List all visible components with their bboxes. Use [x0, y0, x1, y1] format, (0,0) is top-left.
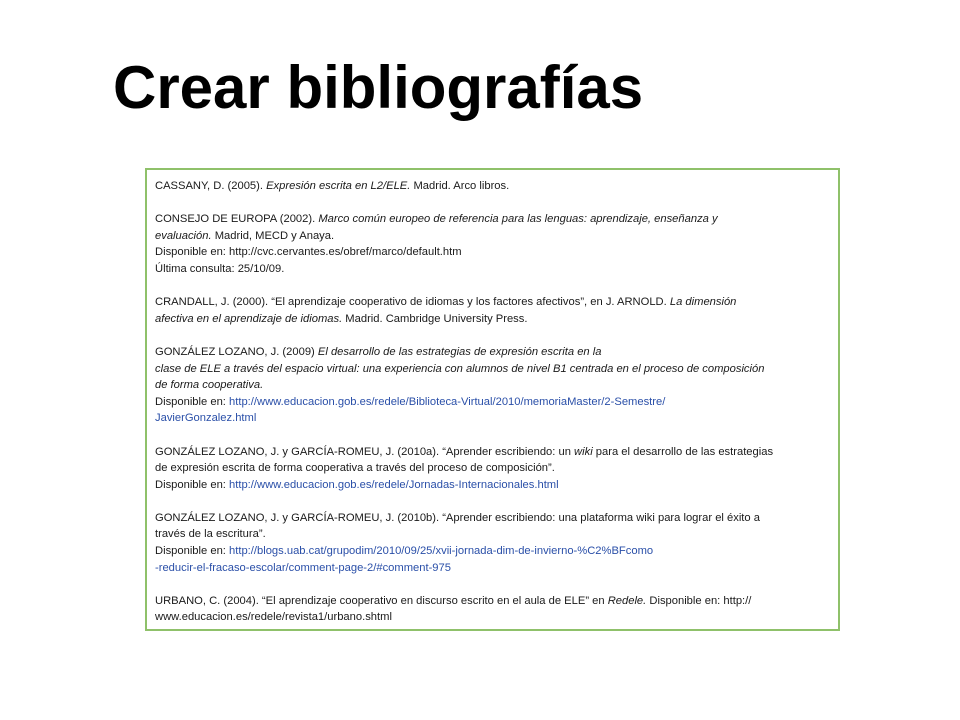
- entry-text: Madrid. Cambridge University Press.: [342, 312, 528, 325]
- entry-line: [155, 361, 830, 378]
- entry-url-link[interactable]: JavierGonzalez.html: [155, 412, 257, 425]
- bibliography-box: [145, 168, 840, 631]
- entry-last-consulted: Última consulta: 25/10/09.: [155, 262, 285, 275]
- entry-line: [155, 211, 830, 228]
- entry-line: [155, 294, 830, 311]
- entry-text: GONZÁLEZ LOZANO, J. y GARCÍA-ROMEU, J. (2010b). “Aprender escribiendo: una plataforma wiki para lograr el éxito a: [155, 511, 760, 524]
- entry-text: www.educacion.es/redele/revista1/urbano.shtml: [155, 611, 392, 624]
- entry-url-link[interactable]: -reducir-el-fracaso-escolar/comment-page-2/#comment-975: [155, 561, 451, 574]
- entry-line: [155, 394, 830, 411]
- entry-line: [155, 593, 830, 610]
- entry-line: [155, 410, 830, 427]
- entry-line: [155, 244, 830, 261]
- entry-url-link[interactable]: http://blogs.uab.cat/grupodim/2010/09/25/xvii-jornada-dim-de-invierno-%C2%BFcomo: [229, 545, 654, 558]
- bibliography-entry-gonzalez-2010b: [155, 510, 830, 576]
- entry-url-link[interactable]: http://www.educacion.gob.es/redele/Biblioteca-Virtual/2010/memoriaMaster/2-Semestre/: [229, 395, 666, 408]
- entry-line: [155, 261, 830, 278]
- bibliography-entry-cassany: [155, 178, 830, 195]
- entry-work-title: Expresión escrita en L2/ELE.: [266, 180, 411, 192]
- entry-line: [155, 311, 830, 328]
- entry-text: Disponible en:: [155, 478, 230, 491]
- entry-line: [155, 543, 830, 560]
- entry-text: Disponible en:: [155, 395, 230, 408]
- entry-line: [155, 460, 830, 477]
- entry-line: [155, 344, 830, 361]
- entry-text: CASSANY, D. (2005).: [155, 180, 267, 192]
- entry-text: para el desarrollo de las estrategias: [592, 445, 774, 458]
- entry-work-title: Marco común europeo de referencia para las lenguas: aprendizaje, enseñanza y: [318, 213, 718, 226]
- entry-work-title: Redele.: [607, 594, 647, 607]
- entry-text: Disponible en: http://: [646, 594, 752, 607]
- bibliography-entry-urbano: [155, 593, 830, 626]
- bibliography-entry-crandall: [155, 294, 830, 327]
- entry-text: Madrid, MECD y Anaya.: [211, 229, 335, 242]
- entry-url-link[interactable]: http://www.educacion.gob.es/redele/Jornadas-Internacionales.html: [229, 478, 559, 491]
- entry-line: [155, 228, 830, 245]
- entry-line: [155, 477, 830, 494]
- entry-line: [155, 609, 830, 626]
- entry-availability: Disponible en: http://cvc.cervantes.es/obref/marco/default.htm: [155, 246, 462, 259]
- slide-title: Crear bibliografías: [113, 54, 644, 121]
- entry-work-title: clase de ELE a través del espacio virtual: una experiencia con alumnos de nivel B1 centrada en el proceso de composición: [155, 362, 765, 375]
- entry-text: de expresión escrita de forma cooperativa a través del proceso de composición”.: [155, 462, 555, 475]
- entry-line: [155, 444, 830, 461]
- bibliography-entry-gonzalez-2010a: [155, 444, 830, 494]
- entry-work-title: El desarrollo de las estrategias de expresión escrita en la: [317, 345, 602, 358]
- entry-work-title: de forma cooperativa.: [155, 379, 264, 392]
- entry-text: Madrid. Arco libros.: [410, 180, 510, 192]
- entry-line: [155, 377, 830, 394]
- entry-text: URBANO, C. (2004). “El aprendizaje cooperativo en discurso escrito en el aula de ELE” en: [155, 594, 608, 607]
- entry-work-title: La dimensión: [669, 296, 737, 309]
- entry-emphasis: wiki: [574, 445, 593, 458]
- entry-text: CONSEJO DE EUROPA (2002).: [155, 213, 319, 226]
- entry-line: [155, 178, 830, 195]
- entry-text: GONZÁLEZ LOZANO, J. (2009): [155, 345, 318, 358]
- entry-text: GONZÁLEZ LOZANO, J. y GARCÍA-ROMEU, J. (2010a). “Aprender escribiendo: un: [155, 445, 575, 458]
- entry-line: [155, 560, 830, 577]
- bibliography-entry-gonzalez-2009: [155, 344, 830, 427]
- entry-line: [155, 526, 830, 543]
- entry-line: [155, 510, 830, 527]
- entry-work-title: evaluación.: [155, 229, 212, 242]
- entry-work-title: afectiva en el aprendizaje de idiomas.: [155, 312, 343, 325]
- bibliography-entry-consejo-europa: [155, 211, 830, 277]
- entry-text: CRANDALL, J. (2000). “El aprendizaje cooperativo de idiomas y los factores afectivos”, en J. ARNOLD.: [155, 296, 670, 309]
- entry-text: través de la escritura”.: [155, 528, 266, 541]
- entry-text: Disponible en:: [155, 545, 230, 558]
